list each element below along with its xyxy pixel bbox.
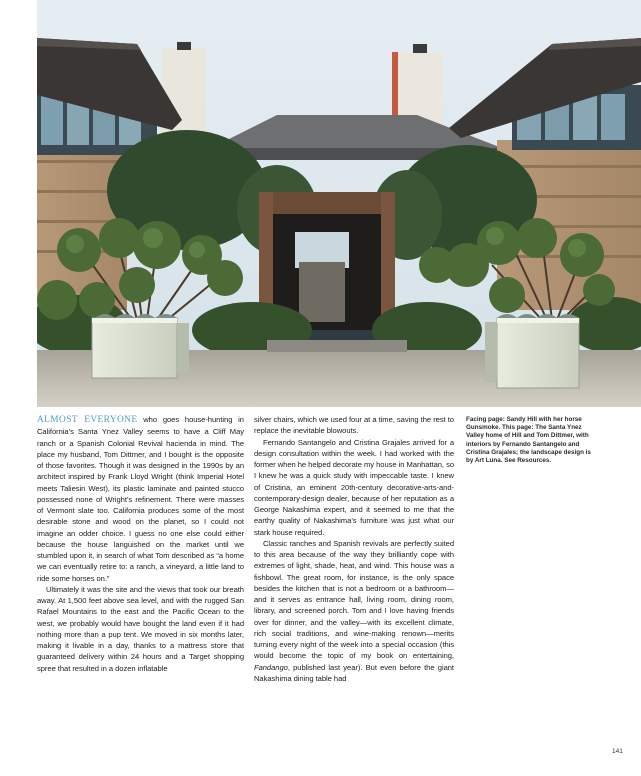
page-number: 141 [612,748,623,755]
article-column-1 [37,414,244,674]
paragraph-4: Fernando Santangelo and Cristina Grajales arrived for a design consultation within the week. I had worked with the former when he helped decorate my house in Manhattan, so I knew he was a quick study with impeccable taste. I knew of Cristina, an eminent 20th-century decorative-arts-and-contemporary-design dealer, because of her reputation as a George Nakashima expert, and it seemed to me that the earthy quality of Nakashima’s furniture was just what our stark house required. [254,437,454,537]
paragraph-1 [37,414,244,584]
paragraph-3: silver chairs, which we used four at a time, saving the rest to replace the inevitable blowouts. [254,415,454,436]
paragraph-5-text: Classic ranches and Spanish revivals are perfectly suited to this area because of the way they brilliantly cope with extremes of light, shade, heat, and wind. This house was a fishbowl. The great room, for instance, is the only space besides the kitchen that is not a bedroom or a bathroom—and it serves as entrance hall, living room, dining room, library, and screened porch. Tom and I love having friends over for dinner, and the valley—with its excellent climate, rich social traditions, and wine-making renown—merits turning every night of the week into a special occasion (this would become the topic of my book on entertaining, [254,538,454,661]
lead-in: ALMOST EVERYONE [37,415,138,425]
book-title: Fandango [254,662,288,672]
paragraph-2: Ultimately it was the site and the views that took our breath away. At 1,500 feet above sea level, and with the rugged San Rafael Mountains to the east and the Pacific Ocean to the west, we probably would have bought the land even if it had nothing more than a pup tent. We moved in six months later, making it livable in a day, thanks to a mattress store that guaranteed delivery within 24 hours and a Target shopping spree that resulted in a dozen inflatable [37,584,244,673]
paragraph-5-end: , published last year). But even before the giant Nakashima dining table had [254,662,454,683]
article-column-2 [254,414,454,684]
paragraph-5 [254,538,454,684]
photo-caption: Facing page: Sandy Hill with her horse Gunsmoke. This page: The Santa Ynez Valley home of Hill and Tom Dittmer, with interiors by Fernando Santangelo and Cristina Grajales; the landscape design is by Art Luna. See Resources. [466,416,591,465]
paragraph-1-text: who goes house-hunting in California’s Santa Ynez Valley seems to have a Cliff May ranch or a Spanish Colonial Revival hacienda in mind. The place my husband, Tom Dittmer, and I bought is the opposite of those favorites. Though it was designed in the 1990s by an architect inspired by Frank Lloyd Wright (think Imperial Hotel meets Taliesin West), its plastic laminate and painted stucco possessed none of Wright’s refinement. There were masses of Vermont slate too. California produces some of the most desirable stone and wood on the planet, so I could not imagine an odder choice. I guess no one else could either because the house languished on the market until we stumbled upon it, in search of what Tom described as “a home we can eventually retire to: a ranch, a vineyard, a little land to ride some horses on.” [37,415,244,583]
house-photo [37,0,641,407]
